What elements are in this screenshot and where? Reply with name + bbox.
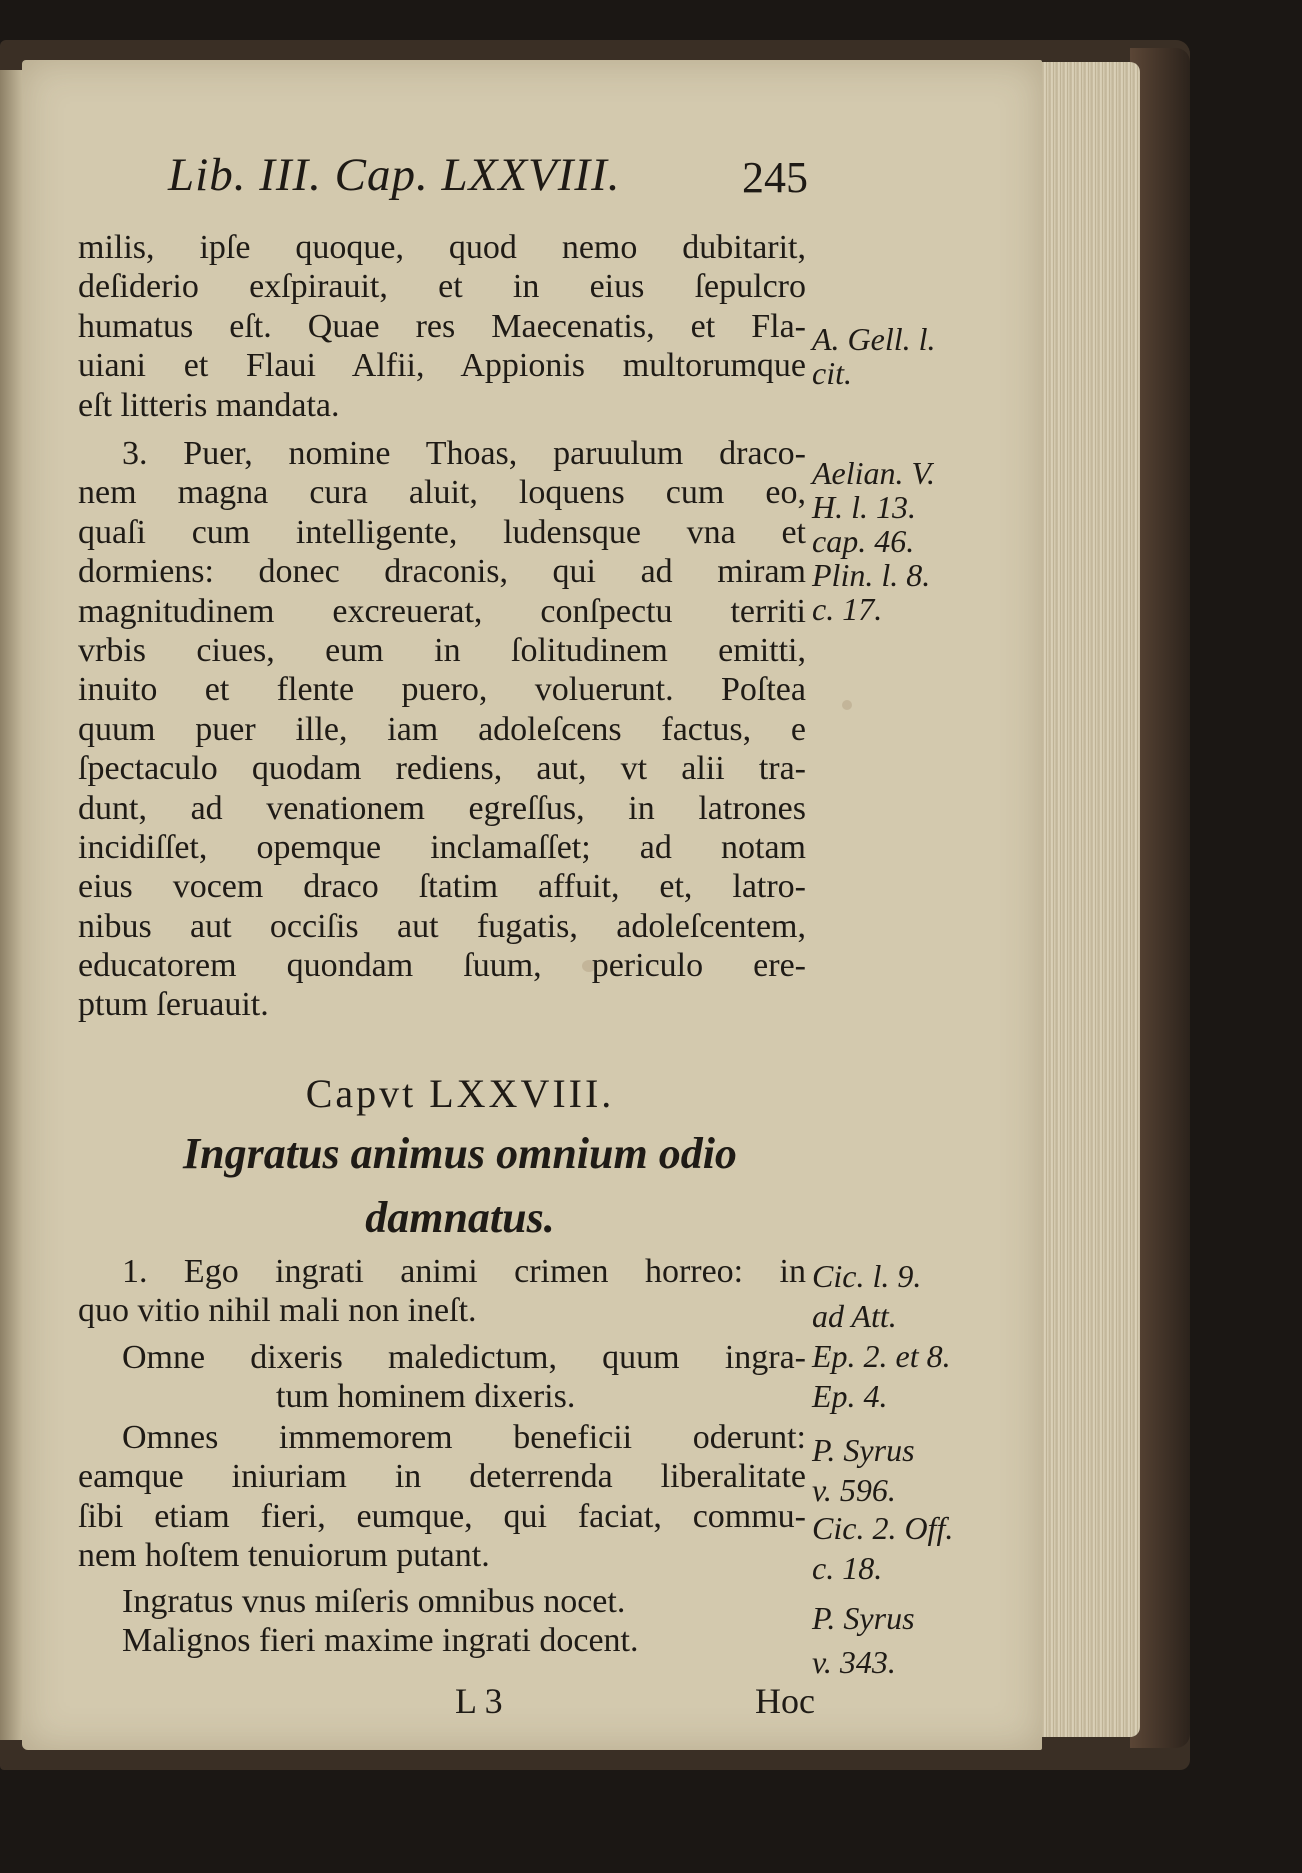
text-line: 3. Puer, nomine Thoas, paruulum draco- [122, 435, 806, 472]
text-line: milis, ipſe quoque, quod nemo dubitarit, [78, 229, 806, 266]
margin-line: c. 17. [812, 591, 883, 627]
margin-note-1 [812, 322, 936, 390]
text-line: ſibi etiam fieri, eumque, qui faciat, commu- [78, 1497, 806, 1535]
text-line: eius vocem draco ſtatim affuit, et, latro- [78, 868, 806, 906]
signature-mark: L 3 [455, 1681, 503, 1721]
text-line: Malignos fieri maxime ingrati docent. [122, 1622, 639, 1660]
text-line: nem magna cura aluit, loquens cum eo, [78, 474, 806, 512]
text-line: educatorem quondam ſuum, periculo ere- [78, 947, 806, 985]
text-line: Omnes immemorem beneficii oderunt: [122, 1419, 806, 1456]
text-line: ſpectaculo quodam rediens, aut, vt alii tra- [78, 750, 806, 788]
text-line: deſiderio exſpirauit, et in eius ſepulcro [78, 268, 806, 306]
foxing-spot [842, 700, 852, 710]
margin-note-6 [812, 1596, 915, 1684]
margin-line: cap. 46. [812, 523, 915, 559]
text-line: quaſi cum intelligente, ludensque vna et [78, 513, 806, 551]
text-line: incidiſſet, opemque inclamaſſet; ad notam [78, 828, 806, 866]
text-line: quo vitio nihil mali non ineſt. [78, 1292, 477, 1330]
paragraph-1 [78, 228, 806, 425]
margin-line: A. Gell. l. [812, 321, 936, 357]
margin-line: cit. [812, 355, 852, 391]
text-line: ptum ſeruauit. [78, 986, 269, 1024]
margin-note-3 [812, 1256, 951, 1416]
text-line: quum puer ille, iam adoleſcens factus, e [78, 710, 806, 748]
catchword: Hoc [755, 1681, 815, 1721]
running-header [168, 148, 808, 202]
margin-line: P. Syrus [812, 1600, 915, 1636]
margin-line: ad Att. [812, 1298, 897, 1334]
text-line: eamque iniuriam in deterrenda liberalitate [78, 1458, 806, 1496]
text-line: inuito et flente puero, voluerunt. Poſtea [78, 671, 806, 709]
paragraph-2 [78, 434, 806, 1025]
text-line: eſt litteris mandata. [78, 386, 340, 424]
paragraph-3 [78, 1252, 806, 1331]
text-line: magnitudinem excreuerat, conſpectu territi [78, 592, 806, 630]
chapter-subtitle: Ingratus animus omnium odio [183, 1129, 737, 1178]
verse-1 [78, 1338, 806, 1417]
margin-line: v. 343. [812, 1644, 896, 1680]
margin-line: c. 18. [812, 1550, 883, 1586]
margin-note-5 [812, 1508, 953, 1588]
margin-line: P. Syrus [812, 1432, 915, 1468]
text-line: dormiens: donec draconis, qui ad miram [78, 553, 806, 591]
margin-line: Cic. 2. Off. [812, 1510, 954, 1546]
verse-2 [78, 1582, 806, 1661]
margin-note-4 [812, 1430, 915, 1510]
text-line: nem hoſtem tenuiorum putant. [78, 1537, 490, 1575]
margin-line: H. l. 13. [812, 489, 916, 525]
text-line: Omne dixeris maledictum, quum ingra- [122, 1339, 806, 1376]
text-line: 1. Ego ingrati animi crimen horreo: in [122, 1253, 806, 1290]
text-line: tum hominem dixeris. [276, 1378, 576, 1416]
margin-line: Aelian. V. [812, 455, 935, 491]
margin-line: Ep. 4. [812, 1378, 888, 1414]
text-line: dunt, ad venationem egreſſus, in latrones [78, 789, 806, 827]
margin-line: v. 596. [812, 1472, 896, 1508]
page-number: 245 [742, 153, 808, 202]
facing-page-edge [0, 70, 24, 1740]
text-line: vrbis ciues, eum in ſolitudinem emitti, [78, 631, 806, 669]
margin-note-2 [812, 456, 935, 626]
text-line: Ingratus vnus miſeris omnibus nocet. [122, 1583, 626, 1620]
text-line: nibus aut occiſis aut fugatis, adoleſcentem, [78, 907, 806, 945]
margin-line: Plin. l. 8. [812, 557, 931, 593]
paragraph-4 [78, 1418, 806, 1576]
chapter-subtitle: damnatus. [365, 1193, 555, 1242]
page-edges [1040, 62, 1140, 1737]
text-line: uiani et Flaui Alfii, Appionis multorumque [78, 347, 806, 385]
text-line: humatus eſt. Quae res Maecenatis, et Fla- [78, 307, 806, 345]
margin-line: Cic. l. 9. [812, 1258, 922, 1294]
chapter-heading: Capvt LXXVIII. [305, 1071, 615, 1116]
margin-line: Ep. 2. et 8. [812, 1338, 951, 1374]
running-title: Lib. III. Cap. LXXVIII. [168, 149, 621, 201]
